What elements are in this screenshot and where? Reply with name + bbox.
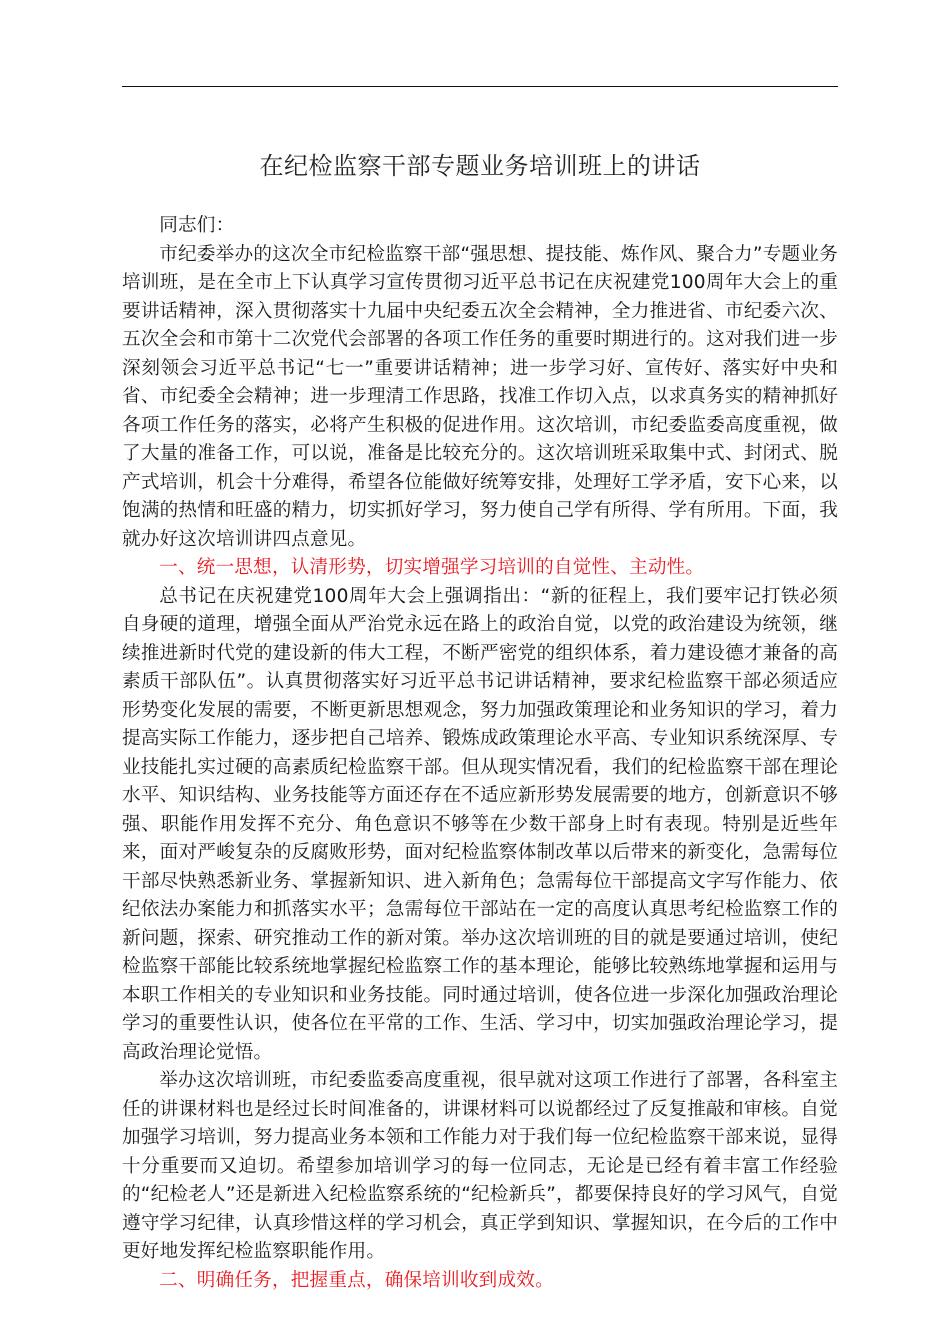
body-paragraph: 总书记在庆祝建党100周年大会上强调指出：“新的征程上，我们要牢记打铁必须自身硬的道理，增强全面从严治党永远在路上的政治自觉，以党的政治建设为统领，继续推进新时代党的建设新的伟大工程，不断严密党的组织体系，着力建设德才兼备的高素质干部队伍”。认真贯彻落实好习近平总书记讲话精神，要求纪检监察干部必须适应形势变化发展的需要，不断更新思想观念，努力加强政策理论和业务知识的学习，着力提高实际工作能力，逐步把自己培养、锻炼成政策理论水平高、专业知识系统深厚、专业技能扎实过硬的高素质纪检监察干部。但从现实情况看，我们的纪检监察干部在理论水平、知识结构、业务技能等方面还存在不适应新形势发展需要的地方，创新意识不够强、职能作用发挥不充分、角色意识不够等在少数干部身上时有表现。特别是近些年来，面对严峻复杂的反腐败形势，面对纪检监察体制改革以后带来的新变化，急需每位干部尽快熟悉新业务、掌握新知识、进入新角色；急需每位干部提高文字写作能力、依纪依法办案能力和抓落实水平；急需每位干部站在一定的高度认真思考纪检监察工作的新问题，探索、研究推动工作的新对策。举办这次培训班的目的就是要通过培训，使纪检监察干部能比较系统地掌握纪检监察工作的基本理论，能够比较熟练地掌握和运用与本职工作相关的专业知识和业务技能。同时通过培训，使各位进一步深化加强政治理论学习的重要性认识，使各位在平常的工作、生活、学习中，切实加强政治理论学习，提高政治理论觉悟。 [122, 585, 838, 1063]
document-body [122, 212, 838, 1295]
header-rule [122, 86, 838, 87]
section-heading-2: 二、明确任务，把握重点，确保培训收到成效。 [159, 1269, 554, 1291]
section-heading-1: 一、统一思想，认清形势，切实增强学习培训的自觉性、主动性。 [159, 557, 705, 578]
salutation: 同志们： [159, 215, 235, 236]
document-title: 在纪检监察干部专题业务培训班上的讲话 [259, 152, 701, 180]
body-paragraph: 举办这次培训班，市纪委监委高度重视，很早就对这项工作进行了部署，各科室主任的讲课材料也是经过长时间准备的，讲课材料可以说都经过了反复推敲和审核。自觉加强学习培训，努力提高业务本领和工作能力对于我们每一位纪检监察干部来说，显得十分重要而又迫切。希望参加培训学习的每一位同志，无论是已经有着丰富工作经验的“纪检老人”还是新进入纪检监察系统的“纪检新兵”，都要保持良好的学习风气，自觉遵守学习纪律，认真珍惜这样的学习机会，真正学到知识、掌握知识，在今后的工作中更好地发挥纪检监察职能作用。 [122, 1070, 838, 1262]
body-paragraph: 市纪委举办的这次全市纪检监察干部“强思想、提技能、炼作风、聚合力”专题业务培训班，是在全市上下认真学习宣传贯彻习近平总书记在庆祝建党100周年大会上的重要讲话精神，深入贯彻落实十九届中央纪委五次全会精神，全力推进省、市纪委六次、五次全会和市第十二次党代会部署的各项工作任务的重要时期进行的。这对我们进一步深刻领会习近平总书记“七一”重要讲话精神；进一步学习好、宣传好、落实好中央和省、市纪委全会精神；进一步理清工作思路，找准工作切入点，以求真务实的精神抓好各项工作任务的落实，必将产生积极的促进作用。这次培训，市纪委监委高度重视，做了大量的准备工作，可以说，准备是比较充分的。这次培训班采取集中式、封闭式、脱产式培训，机会十分难得，希望各位能做好统筹安排，处理好工学矛盾，安下心来，以饱满的热情和旺盛的精力，切实抓好学习，努力使自己学有所得、学有所用。下面，我就办好这次培训讲四点意见。 [122, 243, 838, 550]
